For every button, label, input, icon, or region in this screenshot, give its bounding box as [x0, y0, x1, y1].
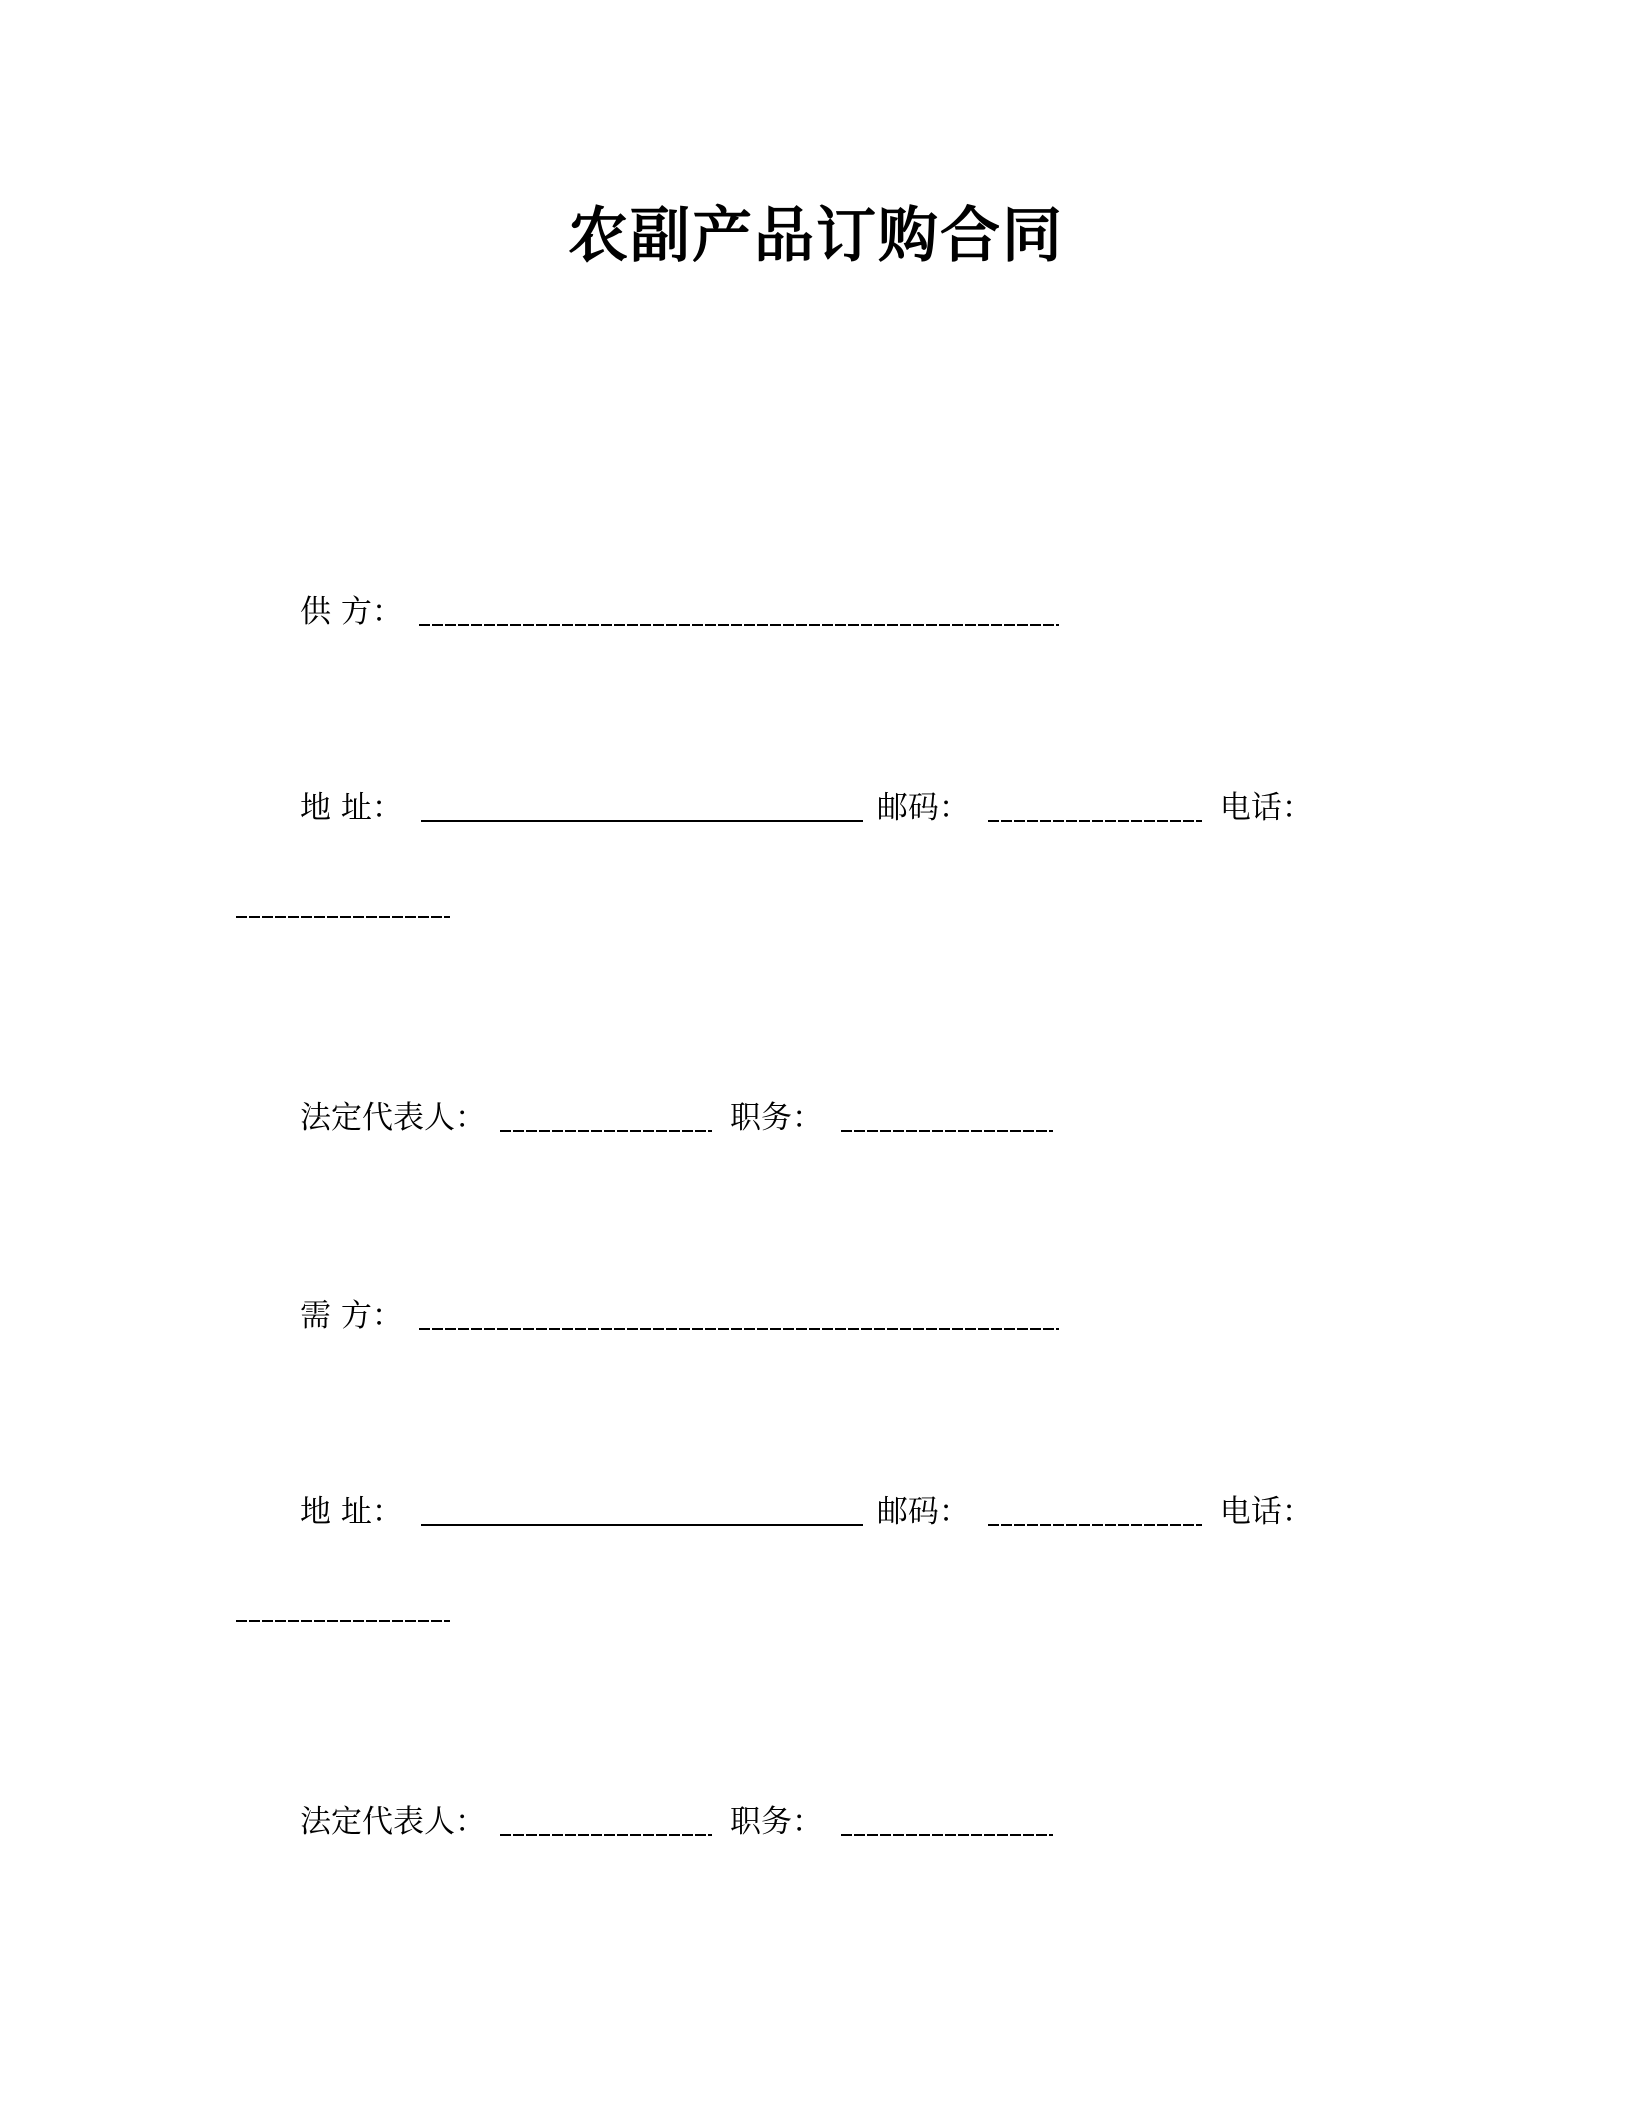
buyer-legal-rep-line: [300, 1802, 1053, 1842]
buyer-position-label: 职务：: [730, 1804, 823, 1840]
document-title: 农副产品订购合同: [568, 201, 1064, 271]
buyer-phone-field[interactable]: [236, 1620, 450, 1622]
supplier-position-label: 职务：: [730, 1100, 823, 1136]
buyer-legal-rep-field[interactable]: [500, 1834, 712, 1836]
buyer-party-label: 需 方：: [300, 1298, 403, 1334]
buyer-address-field[interactable]: [421, 1524, 863, 1526]
buyer-postcode-field[interactable]: [988, 1524, 1202, 1526]
supplier-address-label: 地 址：: [300, 790, 403, 826]
buyer-position-field[interactable]: [841, 1834, 1053, 1836]
supplier-postcode-field[interactable]: [988, 820, 1202, 822]
supplier-address-line: [300, 788, 1313, 828]
supplier-party-label: 供 方：: [300, 594, 403, 630]
supplier-legal-rep-field[interactable]: [500, 1130, 712, 1132]
buyer-party-line: [300, 1296, 1059, 1336]
supplier-legal-rep-line: [300, 1098, 1053, 1138]
supplier-party-line: [300, 592, 1059, 632]
supplier-phone-continuation: [236, 912, 450, 914]
buyer-postcode-label: 邮码：: [876, 1494, 970, 1530]
supplier-postcode-label: 邮码：: [876, 790, 970, 826]
buyer-party-field[interactable]: [419, 1328, 1059, 1330]
buyer-phone-label: 电话：: [1219, 1494, 1313, 1530]
supplier-address-field[interactable]: [421, 820, 863, 822]
supplier-legal-rep-label: 法定代表人：: [300, 1100, 486, 1136]
buyer-address-line: [300, 1492, 1313, 1532]
buyer-phone-continuation: [236, 1616, 450, 1618]
buyer-address-label: 地 址：: [300, 1494, 403, 1530]
supplier-party-field[interactable]: [419, 624, 1059, 626]
supplier-phone-label: 电话：: [1219, 790, 1313, 826]
supplier-position-field[interactable]: [841, 1130, 1053, 1132]
buyer-legal-rep-label: 法定代表人：: [300, 1804, 486, 1840]
supplier-phone-field[interactable]: [236, 916, 450, 918]
